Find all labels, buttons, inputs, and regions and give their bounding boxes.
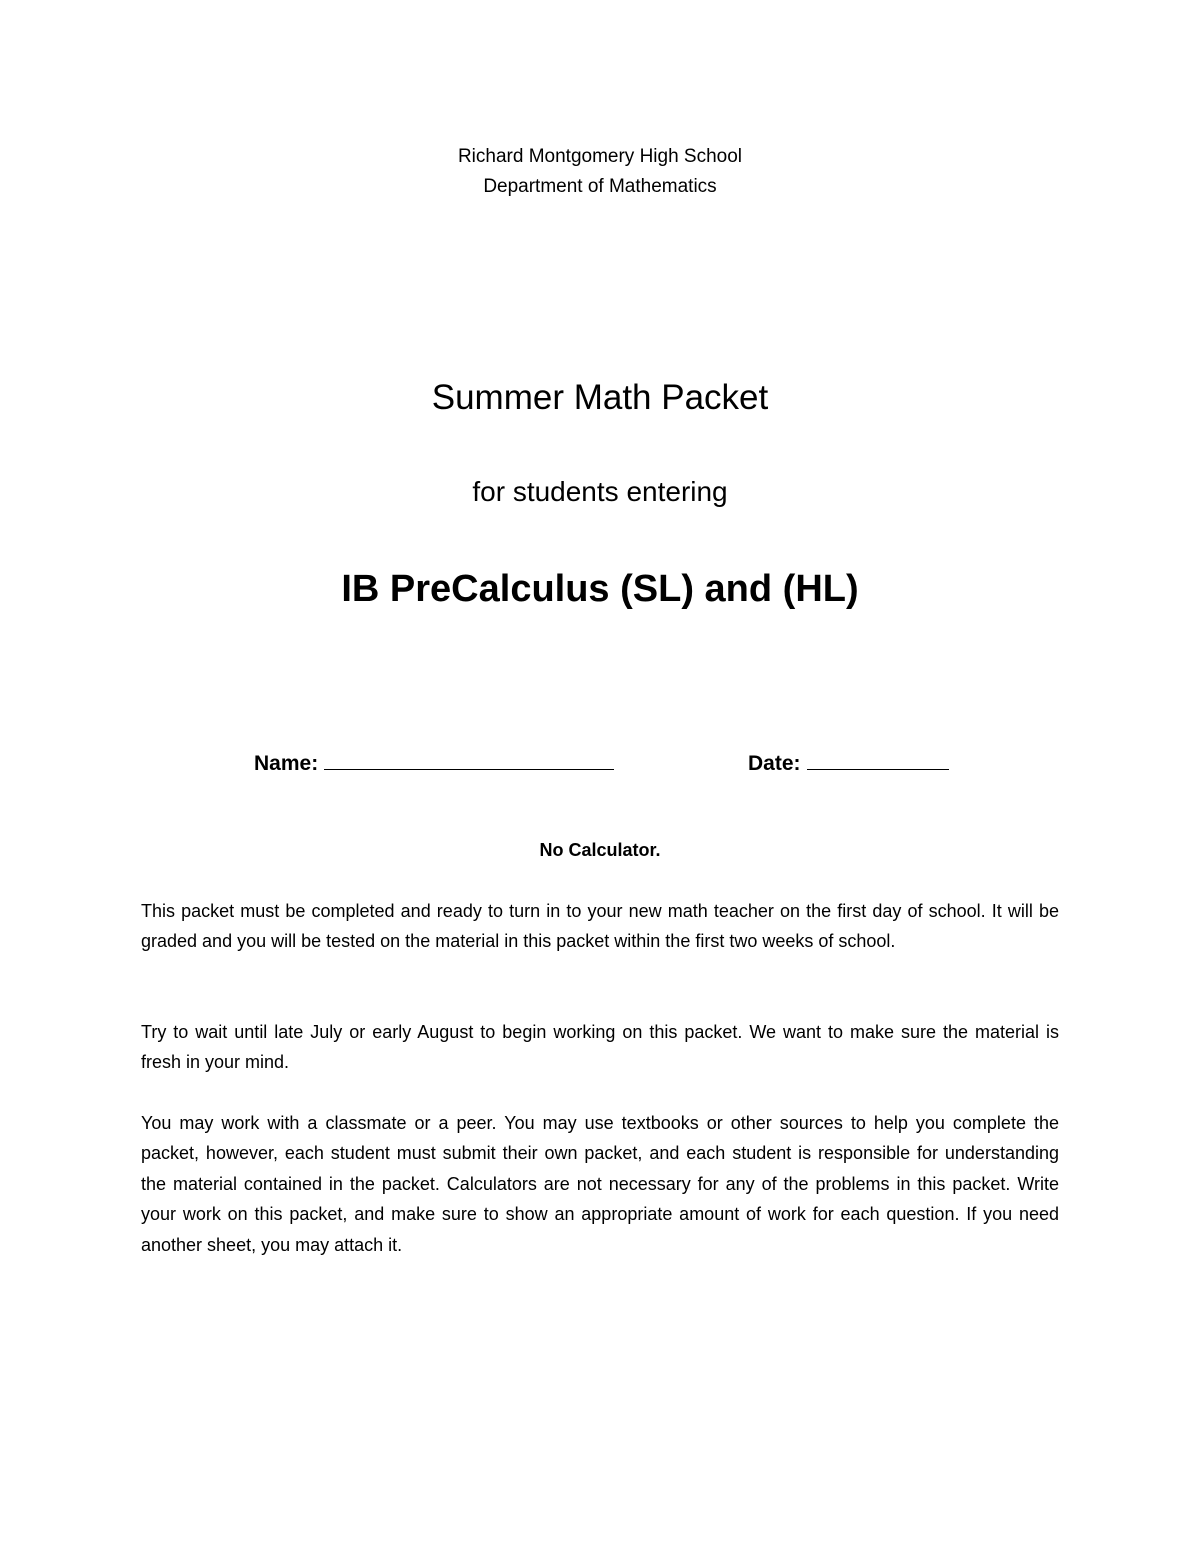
instruction-paragraph: This packet must be completed and ready to turn in to your new math teacher on the first day of school. It will be graded and you will be tested on the material in this packet within the first two weeks of school. [141, 901, 1059, 952]
no-calculator-note: No Calculator. [539, 840, 661, 860]
name-label: Name: [254, 752, 319, 775]
instruction-paragraph: Try to wait until late July or early August to begin working on this packet. We want to make sure the material is fresh in your mind. [141, 1022, 1059, 1073]
packet-subtitle: for students entering [472, 476, 728, 507]
course-title: IB PreCalculus (SL) and (HL) [341, 568, 859, 610]
name-blank-line [324, 745, 614, 770]
department-name: Department of Mathematics [483, 176, 717, 197]
date-field-row [748, 740, 949, 776]
instruction-paragraph: You may work with a classmate or a peer. You may use textbooks or other sources to help you complete the packet, however, each student must submit their own packet, and each student is responsible for understanding the material contained in the packet. Calculators are not necessary for any of the problems in this packet. Write your work on this packet, and make sure to show an appropriate amount of work for each question. If you need another sheet, you may attach it. [141, 1113, 1059, 1255]
date-label: Date: [748, 752, 801, 775]
name-field-row [254, 740, 614, 776]
packet-title: Summer Math Packet [431, 378, 769, 417]
school-name: Richard Montgomery High School [457, 146, 743, 167]
date-blank-line [807, 745, 949, 770]
